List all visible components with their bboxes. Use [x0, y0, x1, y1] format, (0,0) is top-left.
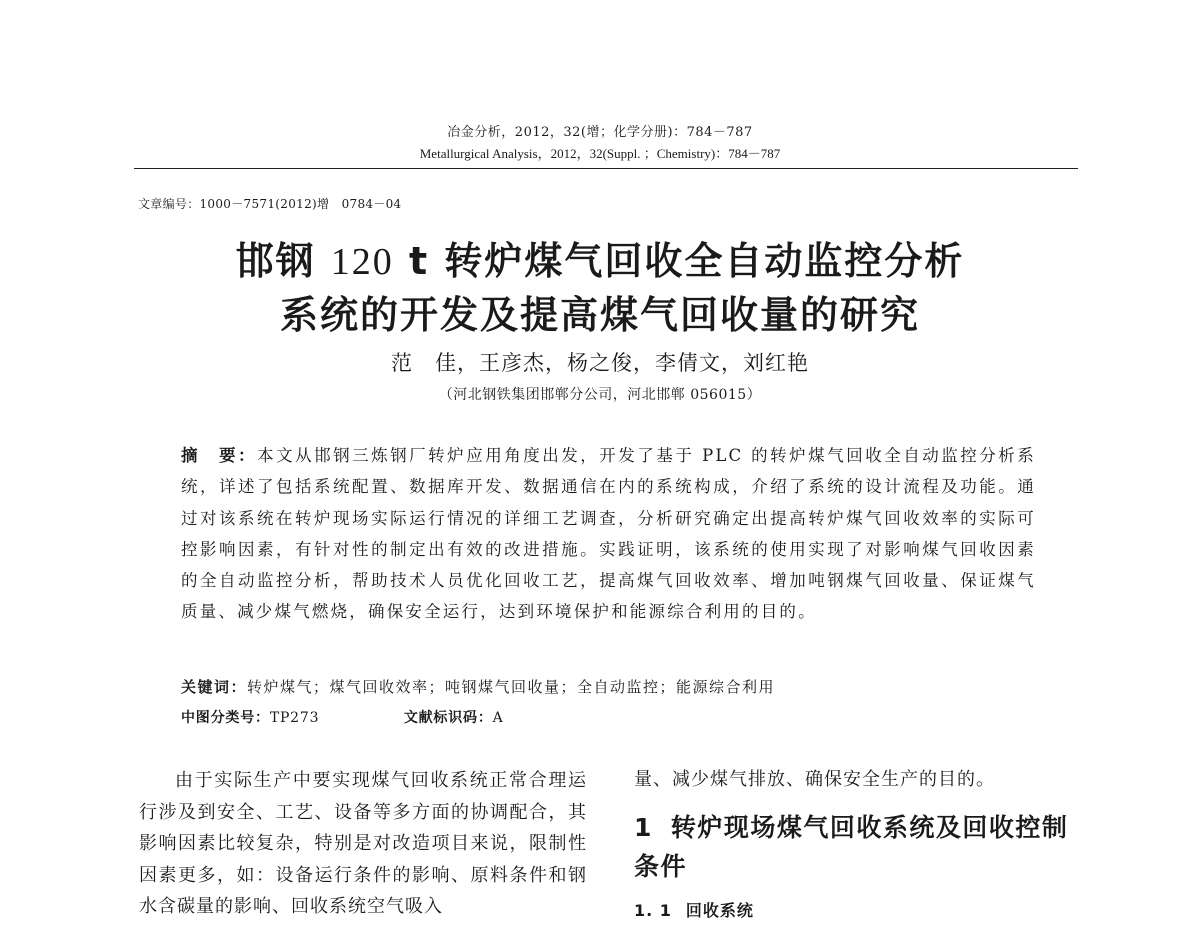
body-right-continuation: 量、减少煤气排放、确保安全生产的目的。: [634, 769, 995, 790]
keywords-text: 转炉煤气；煤气回收效率；吨钢煤气回收量；全自动监控；能源综合利用: [247, 678, 776, 696]
paper-title-line-2: 系统的开发及提高煤气回收量的研究: [279, 293, 920, 337]
journal-citation-cn: 冶金分析，2012，32(增；化学分册)：784－787: [447, 125, 753, 140]
subsection-1-1-heading: [634, 898, 754, 921]
paper-title-line-1: 邯钢 120 t 转炉煤气回收全自动监控分析: [235, 239, 965, 283]
section-1-heading: [634, 808, 1094, 886]
clc-value: TP273: [269, 710, 320, 726]
doc-code-label: 文献标识码：: [403, 710, 493, 726]
abstract-label: 摘 要：: [181, 446, 258, 465]
author-list: 范 佳，王彦杰，杨之俊，李倩文，刘红艳: [391, 351, 809, 375]
body-left-paragraph: 由于实际生产中要实现煤气回收系统正常合理运行涉及到安全、工艺、设备等多方面的协调配合，其影响因素比较复杂，特别是对改造项目来说，限制性因素更多，如：设备运行条件的影响、原料条件和钢水含碳量的影响、回收系统空气吸入: [139, 770, 587, 917]
subsection-title: 回收系统: [685, 901, 754, 920]
subsection-number: 1. 1: [634, 901, 672, 920]
section-1-number: 1: [634, 813, 653, 842]
doc-code-value: A: [492, 710, 504, 726]
classification-line: [181, 707, 504, 727]
abstract: [181, 440, 1036, 628]
header-divider: [134, 168, 1078, 169]
article-number: 文章编号：1000－7571(2012)增 0784－04: [138, 197, 402, 211]
section-1-title: 转炉现场煤气回收系统及回收控制条件: [634, 813, 1069, 881]
clc-label: 中图分类号：: [181, 710, 270, 726]
keywords: [181, 676, 775, 697]
affiliation: （河北钢铁集团邯郸分公司，河北邯郸 056015）: [438, 387, 762, 403]
journal-citation-en: Metallurgical Analysis，2012，32(Suppl. ；Chemistry)：784－787: [419, 146, 781, 161]
keywords-label: 关键词：: [181, 678, 248, 696]
abstract-text: 本文从邯钢三炼钢厂转炉应用角度出发，开发了基于 PLC 的转炉煤气回收全自动监控分析系统，详述了包括系统配置、数据库开发、数据通信在内的系统构成，介绍了系统的设计流程及功能。通过对该系统在转炉现场实际运行情况的详细工艺调查，分析研究确定出提高转炉煤气回收效率的实际可控影响因素，有针对性的制定出有效的改进措施。实践证明，该系统的使用实现了对影响煤气回收因素的全自动监控分析，帮助技术人员优化回收工艺，提高煤气回收效率、增加吨钢煤气回收量、保证煤气质量、减少煤气燃烧，确保安全运行，达到环境保护和能源综合利用的目的。: [181, 446, 1036, 622]
